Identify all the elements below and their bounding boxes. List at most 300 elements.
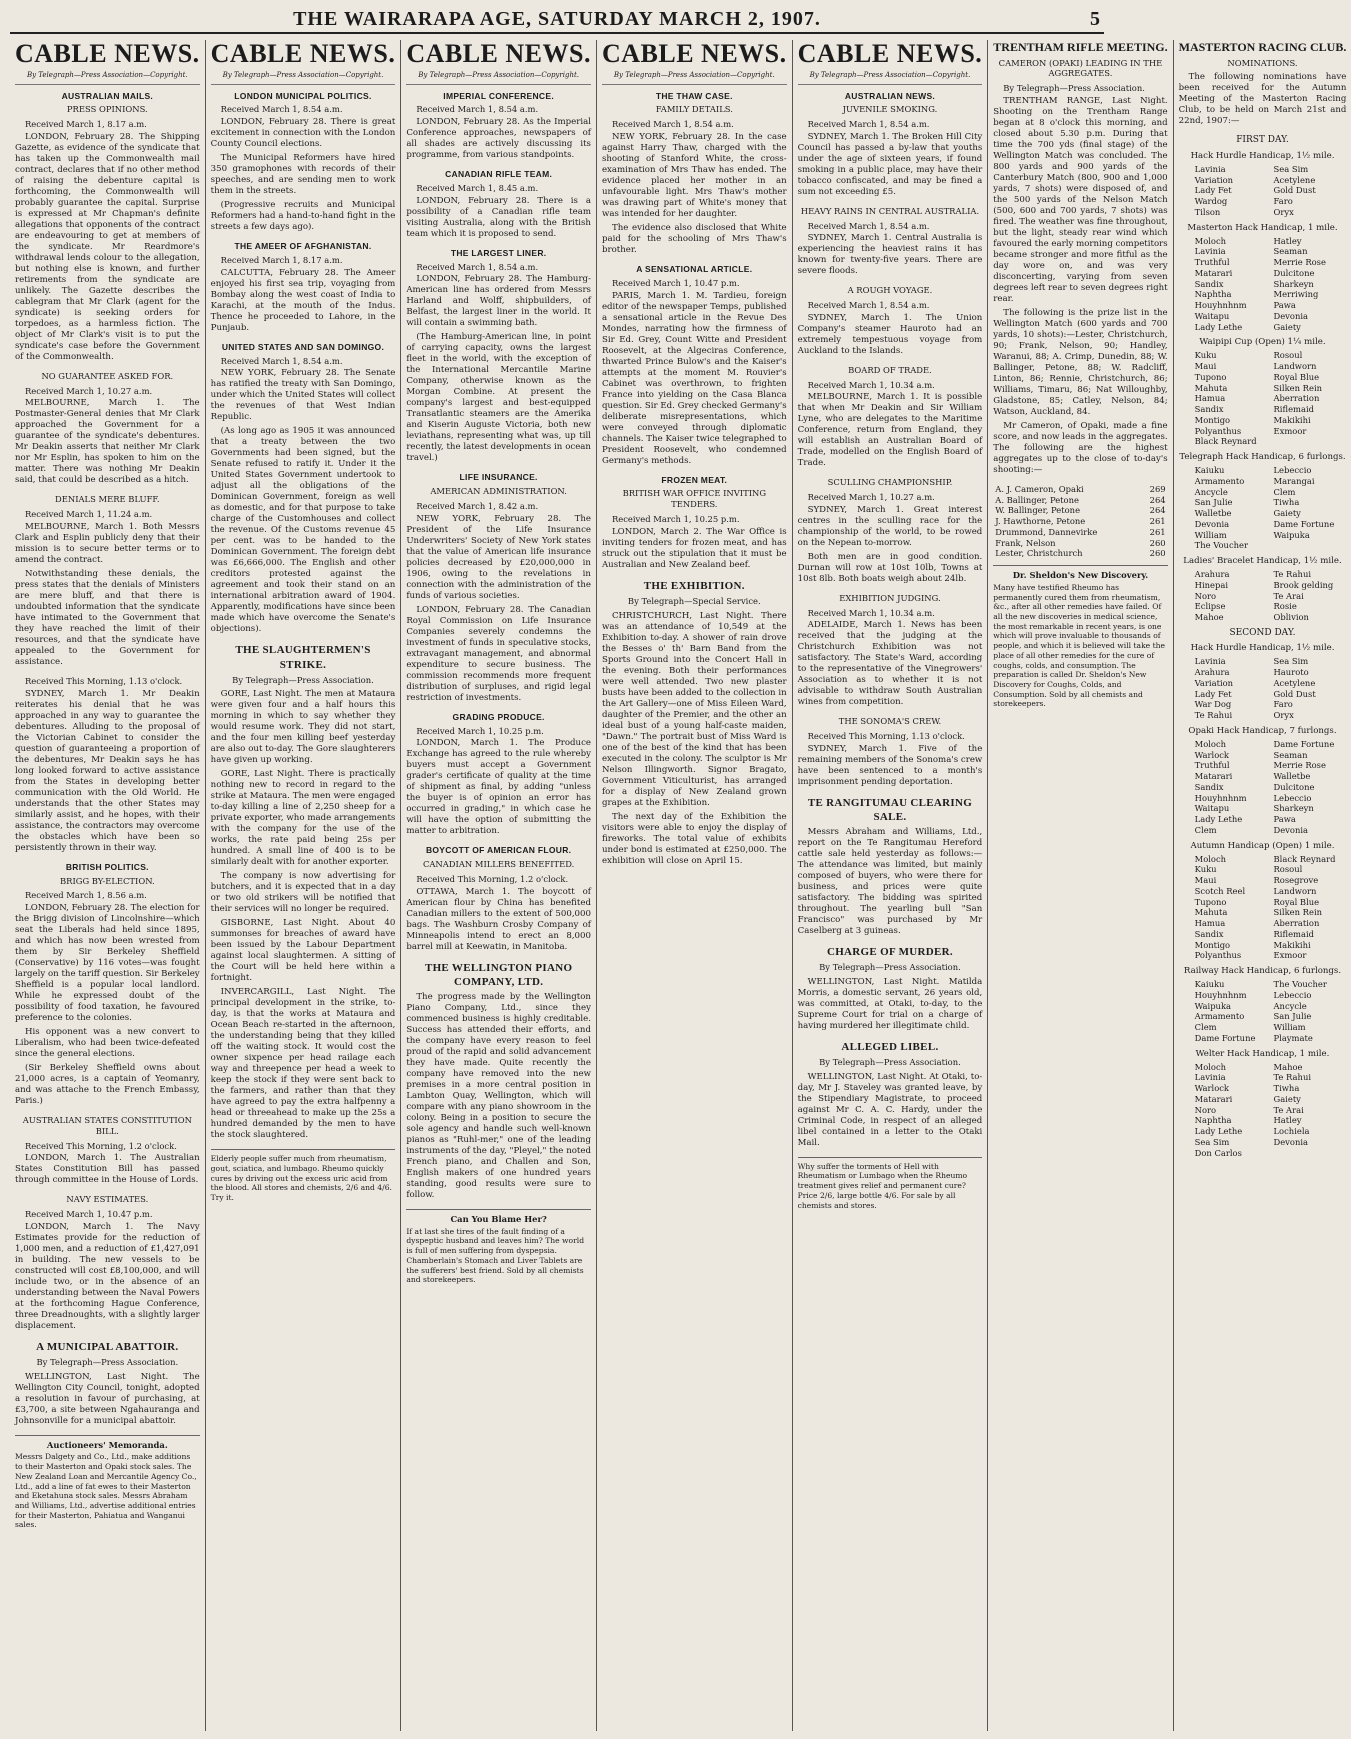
runner-name: Playmate	[1273, 1032, 1313, 1043]
story-paragraph: Mr Cameron, of Opaki, made a fine score, and now leads in the aggregates. The following are the highest aggregates up to the close of to-day's shooting:—	[993, 420, 1168, 475]
received-time: Received This Morning, 1.2 o'clock.	[25, 1140, 177, 1151]
runner-name: Tilson	[1194, 206, 1221, 217]
runner-name: Variation	[1194, 174, 1234, 185]
runner-name: Waitapu	[1194, 803, 1230, 814]
runner-name: Devonia	[1273, 310, 1309, 321]
shooter-score: 260	[1149, 537, 1166, 548]
story-paragraph: NEW YORK, February 28. In the case against Harry Thaw, charged with the shooting of Stanford White, the cross-examination of Mrs Thaw has ended. The evidence placed her mother in an unfavourable light. Mrs Thaw's mother was drawing part of White's money that was intended for her daughter.	[601, 131, 787, 219]
received-time: Received March 1, 8.54 a.m.	[416, 261, 539, 272]
runner-name: Seaman	[1273, 749, 1308, 760]
runner-name: Devonia	[1273, 824, 1309, 835]
received-time: Received March 1, 8.45 a.m.	[416, 183, 539, 194]
story-heading: IMPERIAL CONFERENCE.	[443, 90, 554, 101]
story-subheading: AMERICAN ADMINISTRATION.	[430, 486, 567, 497]
news-story	[15, 862, 200, 1107]
news-story	[602, 91, 787, 256]
story-heading: THE LARGEST LINER.	[450, 247, 547, 258]
story-paragraph: LONDON, March 1. The Produce Exchange has agreed to the rule whereby buyers must accept a Government grader's certificate of quality at the time of shipment as final, by adding "unless the buyer is of opinion an error has occurred in grading," in which case he will have the option of submitting the matter to arbitration.	[406, 738, 591, 837]
runner-name: Gold Dust	[1273, 688, 1316, 699]
runner-name: Sea Sim	[1273, 656, 1309, 667]
race-day-label: SECOND DAY.	[1229, 627, 1296, 638]
received-time: Received March 1, 10.25 p.m.	[611, 513, 740, 524]
race-entry	[1179, 726, 1347, 836]
runner-name: Exmoor	[1273, 425, 1307, 436]
shooter-score: 269	[1149, 483, 1166, 494]
race-title: Hack Hurdle Handicap, 1½ mile.	[1190, 150, 1335, 161]
runner-name: Lady Lethe	[1194, 1126, 1243, 1137]
story-paragraph: NEW YORK, February 28. The Senate has ratified the treaty with San Domingo, under which the United States will collect the revenues of that West Indian Republic.	[210, 368, 396, 423]
runner-name: Lavinia	[1194, 1072, 1226, 1083]
story-subheading: BRIGG BY-ELECTION.	[59, 875, 155, 886]
runner-name: Clem	[1273, 486, 1296, 497]
received-time: Received March 1, 10.25 p.m.	[416, 725, 544, 736]
story-paragraph: OTTAWA, March 1. The boycott of American flour by China has benefited Canadian millers to the extent of 500,000 bags. The Washburn Crosby Company of Minneapolis intend to erect an 8,000 barrel mill at Keewatin, in Manitoba.	[406, 886, 591, 952]
story-paragraph: MELBOURNE, March 1. The Postmaster-General denies that Mr Clark approached the Government for a guarantee of the syndicate's debentures. Mr Deakin asserts that neither Mr Clark nor Mr Esplin, has spoken to him on the matter. There was nothing Mr Deakin said, that could be described as a hitch.	[15, 398, 200, 486]
runner-name: Merriwing	[1273, 289, 1319, 300]
ad-text: Elderly people suffer much from rheumatism, gout, sciatica, and lumbago. Rheumo quickly cures by driving out the excess uric acid from the blood. All stores and chemists, 2/6 and 4/6. Try it.	[210, 1154, 392, 1203]
runner-name: Royal Blue	[1273, 371, 1320, 382]
runner-name: Merrie Rose	[1273, 257, 1326, 268]
race-entry	[1179, 1049, 1347, 1159]
story-heading: BRITISH POLITICS.	[65, 861, 149, 872]
story-paragraph: LONDON, February 28. The Shipping Gazette, as evidence of the syndicate that has taken up the Commonwealth mail contract, declares that if no other method of raising the debenture capital is forthcoming, the Commonwealth will probably guarantee the capital. Surprise is expressed at Mr Chapman's definite allegations that opponents of the contract are endeavouring to get at members of the syndicate. Mr Reardmore's withdrawal lends colour to the allegation, but nothing else is known, and further retirements from the syndicate are unlikely. The Gazette describes the cablegram that Mr Clark (agent for the syndicate) is seeking orders for torpedoes, as a harmless fiction. The object of Mr Clark's visit is to put the syndicate's case before the Government of the Commonwealth.	[15, 131, 200, 362]
runner-name: Rosoul	[1273, 864, 1303, 875]
runner-name: Riflemaid	[1273, 404, 1315, 415]
runner-name: Dulcitone	[1273, 267, 1315, 278]
race-title: Telegraph Hack Handicap, 6 furlongs.	[1179, 452, 1346, 463]
story-subheading: JUVENILE SMOKING.	[842, 104, 938, 115]
received-time: Received March 1, 8.42 a.m.	[416, 501, 539, 512]
runner-name: Black Reynard	[1273, 853, 1336, 864]
column-1	[10, 40, 206, 1731]
shooter-name: Frank, Nelson	[995, 537, 1056, 548]
story-paragraph: SYDNEY, March 1. Great interest centres in the sculling race for the championship of the world, to be rowed on the Nepean to-morrow.	[797, 504, 983, 548]
runner-name: The Voucher	[1273, 979, 1327, 990]
runner-name: Variation	[1194, 677, 1234, 688]
runner-name: Te Rahui	[1273, 1072, 1312, 1083]
story-paragraph: ADELAIDE, March 1. News has been received that the judging at the Christchurch Exhibition was not satisfactory. The State's Ward, according to the representative of the Vinegrowers' Association as to whether it is not advisable to withdraw South Australian wines from competition.	[797, 620, 983, 708]
story-paragraph: LONDON, February 28. The Hamburg-American line has ordered from Messrs Harland and Wolff, shipbuilders, of Belfast, the largest liner in the world. It will contain a swimming bath.	[406, 274, 591, 329]
story-paragraph: The next day of the Exhibition the visitors were able to enjoy the display of fireworks. The total value of exhibits under bond is estimated at £250,000. The exhibition will close on April 15.	[601, 811, 787, 866]
runner-name: Hauroto	[1273, 667, 1309, 678]
table-row	[993, 538, 1167, 549]
race-entry	[1179, 223, 1347, 333]
runner-name: Landworn	[1273, 361, 1317, 372]
runner-name: Matarari	[1194, 267, 1233, 278]
news-story	[406, 961, 591, 1201]
runner-name: Moloch	[1194, 1061, 1227, 1072]
story-paragraph: SYDNEY, March 1. The Broken Hill City Council has passed a by-law that youths under the age of sixteen years, if found smoking in a public place, may have their tobacco confiscated, and may be fined a sum not exceeding £5.	[797, 131, 983, 197]
received-time: Received March 1, 10.27 a.m.	[25, 385, 153, 396]
runner-name: Armamento	[1194, 475, 1245, 486]
news-story	[1179, 58, 1347, 128]
runner-name: Lebeccio	[1273, 465, 1312, 476]
runner-name: Te Rahui	[1194, 710, 1233, 721]
story-paragraph: CALCUTTA, February 28. The Ameer enjoyed his first sea trip, voyaging from Bombay along the west coast of India to Karachi, at the mouth of the Indus. Thence he proceeded to Lahore, in the Punjaub.	[210, 267, 396, 333]
story-heading: THE EXHIBITION.	[643, 579, 745, 592]
story-heading: BOYCOTT OF AMERICAN FLOUR.	[425, 845, 572, 856]
masthead	[10, 8, 1104, 34]
byline: By Telegraph—Press Association—Copyright.	[211, 69, 396, 85]
received-time: Received March 1, 8.54 a.m.	[220, 355, 343, 366]
news-story	[406, 248, 591, 465]
story-heading: CHARGE OF MURDER.	[826, 946, 953, 959]
shooter-score: 261	[1149, 526, 1166, 537]
column-5	[793, 40, 989, 1731]
runner-list	[1179, 979, 1347, 1044]
race-entry	[1179, 841, 1347, 962]
received-time: Received March 1, 10.34 a.m.	[807, 607, 935, 618]
runner-name: Armamento	[1194, 1011, 1245, 1022]
story-heading: GRADING PRODUCE.	[452, 711, 545, 722]
runner-name: Black Reynard	[1194, 436, 1257, 447]
runner-name: Lavinia	[1194, 656, 1226, 667]
story-paragraph: LONDON, March 1. The Australian States Constitution Bill has passed through committee in the House of Lords.	[15, 1153, 200, 1186]
runner-name: Sea Sim	[1194, 1136, 1230, 1147]
runner-name: Waitapu	[1194, 310, 1230, 321]
runner-list	[1179, 854, 1347, 962]
column-heading: MASTERTON RACING CLUB.	[1178, 40, 1347, 54]
runner-name: Silken Rein	[1273, 907, 1323, 918]
runner-name: Silken Rein	[1273, 382, 1323, 393]
story-subheading: NOMINATIONS.	[1227, 57, 1298, 68]
runner-name: Warlock	[1194, 1083, 1230, 1094]
race-title: Waipipi Cup (Open) 1¼ mile.	[1199, 337, 1326, 348]
story-subheading: NAVY ESTIMATES.	[66, 1194, 149, 1205]
runner-name: Clem	[1194, 1022, 1217, 1033]
runner-name: Lady Lethe	[1194, 321, 1243, 332]
runner-name: Sandix	[1194, 781, 1224, 792]
story-subheading: By Telegraph—Special Service.	[627, 595, 761, 606]
story-subheading: PRESS OPINIONS.	[66, 104, 148, 115]
news-story	[602, 475, 787, 571]
runner-name: Tupono	[1194, 371, 1227, 382]
runner-name: San Julie	[1194, 497, 1233, 508]
runner-name: Kaiuku	[1194, 465, 1225, 476]
received-time: Received March 1, 10.27 a.m.	[807, 492, 935, 503]
shooter-name: Drummond, Dannevirke	[995, 526, 1098, 537]
runner-name: Marangai	[1273, 475, 1315, 486]
story-subheading: A ROUGH VOYAGE.	[847, 285, 933, 296]
story-paragraph: Both men are in good condition. Durnan will row at 10st 10lb, Towns at 10st 8lb. Both boats weigh about 24lb.	[797, 551, 983, 584]
story-paragraph: LONDON, March 1. The Navy Estimates provide for the reduction of 1,000 men, and a reduction of £1,427,091 in building. The new vessels to be constructed will cost £8,100,000, and will include two, or in the absence of an understanding between the Naval Powers at the forthcoming Hague Conference, three Dreadnoughts, with a slightly larger displacement.	[15, 1221, 200, 1331]
story-paragraph: SYDNEY, March 1. Five of the remaining members of the Sonoma's crew have been sentenced to a month's imprisonment pending deportation.	[797, 743, 983, 787]
runner-name: Hamua	[1194, 918, 1226, 929]
table-row	[993, 516, 1167, 527]
runner-list	[1179, 739, 1347, 836]
runner-name: Don Carlos	[1194, 1147, 1242, 1158]
byline: By Telegraph—Press Association—Copyright.	[798, 69, 983, 85]
story-paragraph: WELLINGTON, Last Night. At Otaki, to-day, Mr J. Staveley was granted leave, by the Stipendiary Magistrate, to proceed against Mr C. A. C. Hardy, under the Criminal Code, in respect of an alleged libel contained in a letter to the Otaki Mail.	[797, 1071, 983, 1148]
advertisement	[211, 1149, 396, 1203]
runner-name: Lebeccio	[1273, 792, 1312, 803]
runner-name: Hatley	[1273, 1115, 1302, 1126]
advertisement	[15, 1435, 200, 1531]
story-subheading: SCULLING CHAMPIONSHIP.	[827, 477, 953, 488]
runner-name: Noro	[1194, 1104, 1217, 1115]
story-paragraph: The company is now advertising for butchers, and it is expected that in a day or two old strikers will be notified that their services will no longer be required.	[210, 871, 396, 915]
shooter-score: 260	[1149, 548, 1166, 559]
byline: By Telegraph—Press Association—Copyright.	[602, 69, 787, 85]
runner-name: Montigo	[1194, 939, 1231, 950]
runner-list	[1179, 1062, 1347, 1159]
race-title: Opaki Hack Handicap, 7 furlongs.	[1188, 725, 1337, 736]
story-subheading: CAMERON (OPAKI) LEADING IN THE AGGREGATES.	[998, 57, 1163, 79]
story-paragraph: (Progressive recruits and Municipal Reformers had a hand-to-hand fight in the streets a few days ago).	[210, 200, 396, 233]
received-time: Received March 1, 8.54 a.m.	[416, 104, 539, 115]
runner-name: Lady Fet	[1194, 688, 1232, 699]
story-subheading: DENIALS MERE BLUFF.	[55, 494, 160, 505]
story-paragraph: Notwithstanding these denials, the press states that the denials of Ministers are mere bluff, and that there is undoubted information that the syndicate have intimated to the Government that they have reached the limit of their resources, and that the syndicate have appealed to the Government for assistance.	[15, 568, 200, 667]
received-time: Received March 1, 10.47 p.m.	[25, 1209, 153, 1220]
runner-name: Arahura	[1194, 569, 1230, 580]
story-paragraph: CHRISTCHURCH, Last Night. There was an attendance of 10,549 at the Exhibition to-day. A shower of rain drove the Besses o' th' Barn Band from the Sports Ground into the Concert Hall in the evening. Both their performances were well attended. Two new plaster busts have been added to the collection in the Art Gallery—one of Miss Eileen Ward, daughter of the Premier, and the other an ideal bust of a young half-caste maiden, "Dawn." The portrait bust of Miss Ward is one of the best of the kind that has been executed in the colony. The sculptor is Mr Nelson Illingworth. Signor Bragato, Government Viticulturist, has arranged for a display of New Zealand grown grapes at the Exhibition.	[601, 610, 787, 808]
runner-name: Polyanthus	[1194, 425, 1242, 436]
news-story	[15, 91, 200, 363]
runner-name: Naphtha	[1194, 289, 1232, 300]
runner-name: Riflemaid	[1273, 928, 1315, 939]
runner-name: Rosegrove	[1273, 875, 1319, 886]
received-time: Received March 1, 8.54 a.m.	[807, 300, 930, 311]
runner-list	[1179, 569, 1347, 623]
runner-name: Tiwha	[1273, 1083, 1300, 1094]
story-heading: A SENSATIONAL ARTICLE.	[636, 263, 753, 274]
runner-name: Hamua	[1194, 393, 1226, 404]
runner-name: Houyhnhnm	[1194, 300, 1247, 311]
story-paragraph: SYDNEY, March 1. The Union Company's steamer Hauroto had an extremely tempestuous voyage from Auckland to the Islands.	[797, 312, 983, 356]
shooter-name: Lester, Christchurch	[995, 548, 1083, 559]
runner-name: Makikihi	[1273, 939, 1311, 950]
runner-name: Sharkeyn	[1273, 278, 1314, 289]
news-story	[211, 342, 396, 636]
runner-name: Waipuka	[1194, 1000, 1232, 1011]
runner-name: Aberration	[1273, 918, 1320, 929]
runner-name: Landworn	[1273, 885, 1317, 896]
runner-name: Noro	[1194, 590, 1217, 601]
story-heading: AUSTRALIAN MAILS.	[61, 90, 154, 101]
race-title: Hack Hurdle Handicap, 1½ mile.	[1190, 643, 1335, 654]
runner-name: San Julie	[1273, 1011, 1312, 1022]
received-time: Received March 1, 11.24 a.m.	[25, 509, 153, 520]
story-paragraph: GISBORNE, Last Night. About 40 summonses for breaches of award have been issued by the Labour Department against local slaughtermen. A sitting of the Court will be held here within a fortnight.	[210, 918, 396, 984]
received-time: Received March 1, 8.54 a.m.	[611, 119, 734, 130]
runner-name: Makikihi	[1273, 414, 1311, 425]
received-time: Received March 1, 8.17 a.m.	[25, 119, 147, 130]
advertisement	[993, 565, 1167, 709]
story-paragraph: SYDNEY, March 1. Central Australia is experiencing the heaviest rains it has known for twenty-five years. There are severe floods.	[797, 233, 983, 277]
runner-name: Matarari	[1194, 771, 1233, 782]
runner-name: Faro	[1273, 196, 1293, 207]
runner-name: Sandix	[1194, 404, 1224, 415]
runner-name: Dame Fortune	[1273, 518, 1335, 529]
advertisement	[798, 1157, 983, 1211]
received-time: Received March 1, 8.54 a.m.	[220, 104, 343, 115]
story-subheading: EXHIBITION JUDGING.	[839, 592, 941, 603]
runner-name: Hatley	[1273, 235, 1302, 246]
story-heading: AUSTRALIAN NEWS.	[844, 90, 936, 101]
runner-name: Oblivion	[1273, 612, 1309, 623]
story-paragraph: The following is the prize list in the Wellington Match (600 yards and 700 yards, 10 shots):—Lester, Christchurch, 90; Frank, Nelson, 90; Handley, Waranui, 88; A. Crimp, Dunedin, 88; W. Ballinger, Petone, 88; W. Radcliff, Linton, 86; Rennie, Christchurch, 86; Williams, Timaru, 86; Nat Willoughby, Gladstone, 85; Catley, Nelson, 84; Watson, Auckland, 84.	[993, 307, 1168, 417]
runner-name: Houyhnhnm	[1194, 792, 1247, 803]
runner-name: The Voucher	[1194, 540, 1248, 551]
news-story	[602, 579, 787, 867]
news-story	[798, 91, 983, 198]
runner-name: Lady Fet	[1194, 185, 1232, 196]
ad-text: Messrs Dalgety and Co., Ltd., make additions to their Masterton and Opaki stock sales. The New Zealand Loan and Mercantile Agency Co., Ltd., add a line of fat ewes to their Masterton and Eketahuna stock sales. Messrs Abraham and Williams, Ltd., advertise additional entries for their Masterton, Pahiatua and Wanganui sales.	[15, 1452, 197, 1530]
story-heading: A MUNICIPAL ABATTOIR.	[36, 1340, 179, 1353]
ad-heading: Can You Blame Her?	[450, 1213, 547, 1224]
runner-name: Royal Blue	[1273, 896, 1320, 907]
runner-name: Devonia	[1194, 518, 1230, 529]
runner-name: Aberration	[1273, 393, 1320, 404]
news-story	[798, 796, 983, 937]
received-time: Received March 1, 8.17 a.m.	[220, 255, 343, 266]
runner-list	[1179, 164, 1347, 218]
runner-name: Maui	[1194, 361, 1217, 372]
story-heading: THE SLAUGHTERMEN'S STRIKE.	[235, 644, 371, 671]
news-story	[15, 494, 200, 668]
story-heading: LONDON MUNICIPAL POLITICS.	[234, 90, 372, 101]
ad-text: If at last she tires of the fault finding of a dyspeptic husband and leaves him? The world is full of men suffering from dyspepsia. Chamberlain's Stomach and Liver Tablets are the sufferers' best friend. Sold by all chemists and storekeepers.	[406, 1226, 585, 1285]
story-heading: FROZEN MEAT.	[661, 474, 728, 485]
race-entry	[1179, 337, 1347, 447]
runner-name: Lavinia	[1194, 163, 1226, 174]
runner-name: Oryx	[1273, 206, 1294, 217]
runner-name: Moloch	[1194, 235, 1227, 246]
runner-name: Lavinia	[1194, 246, 1226, 257]
story-paragraph: NEW YORK, February 28. The President of the Life Insurance Underwriters' Society of New York states that the value of American life insurance policies decreased by £20,000,000 in 1906, owing to the revelations in connection with the administration of the funds of various societies.	[406, 513, 591, 601]
race-day-label: FIRST DAY.	[1236, 135, 1289, 146]
news-story	[15, 1194, 200, 1332]
shooter-name: A. Ballinger, Petone	[995, 494, 1079, 505]
story-heading: CANADIAN RIFLE TEAM.	[445, 169, 553, 180]
runner-name: Dame Fortune	[1194, 1032, 1256, 1043]
news-story	[406, 712, 591, 838]
received-time: Received March 1, 8.56 a.m.	[25, 890, 147, 901]
runner-list	[1179, 236, 1347, 333]
runner-name: Truthful	[1194, 257, 1230, 268]
news-story	[15, 371, 200, 487]
runner-list	[1179, 465, 1347, 551]
news-story	[798, 716, 983, 788]
runner-name: Sharkeyn	[1273, 803, 1314, 814]
runner-name: Lady Lethe	[1194, 814, 1243, 825]
story-paragraph: PARIS, March 1. M. Tardieu, foreign editor of the newspaper Temps, published a sensational article in the Revue Des Mondes, narrating how the firmness of Sir Ed. Grey, Count Witte and President Roosevelt, at the Algeciras Conference, thwarted Prince Bulow's and the Kaiser's attempts at the moment M. Rouvier's Cabinet was overthrown, to frighten France into yielding on the Casa Blanca question. Sir Ed. Grey checked Germany's deliberate misrepresentations, which were conveyed through diplomatic channels. The Kaiser twice telegraphed to President Roosevelt, who condemned Germany's methods.	[601, 290, 787, 466]
runner-name: Lochiela	[1273, 1126, 1310, 1137]
page-number: 5	[1090, 8, 1100, 30]
news-story	[798, 206, 983, 278]
story-paragraph: MELBOURNE, March 1. Both Messrs Clark and Esplin publicly deny that their mission is to secure better terms or to amend the contract.	[15, 521, 200, 565]
byline: By Telegraph—Press Association—Copyright.	[406, 69, 591, 85]
shooter-score: 264	[1149, 494, 1166, 505]
news-story	[406, 169, 591, 240]
runner-name: Scotch Reel	[1194, 885, 1246, 896]
runner-name: Walletbe	[1273, 771, 1311, 782]
runner-name: Warlock	[1194, 749, 1230, 760]
runner-name: Kuku	[1194, 350, 1217, 361]
runner-name: Rosoul	[1273, 350, 1303, 361]
runner-name: Arahura	[1194, 667, 1230, 678]
runner-name: Exmoor	[1273, 950, 1307, 961]
received-time: Received March 1, 10.34 a.m.	[807, 379, 935, 390]
runner-name: Ancycle	[1194, 486, 1228, 497]
table-row	[993, 548, 1167, 559]
runner-name: Merrie Rose	[1273, 760, 1326, 771]
runner-name: William	[1273, 1022, 1306, 1033]
race-title: Ladies' Bracelet Handicap, 1½ mile.	[1183, 556, 1342, 567]
story-paragraph: (As long ago as 1905 it was announced that a treaty between the two Governments had been signed, but the Senate refused to ratify it. Under it the United States Government undertook to adjust all the obligations of the Dominican Government, foreign as well as domestic, and for that purpose to take charge of the Customhouses and collect the revenue. Of the Customs revenue 45 per cent. was to be handed to the Dominican Government. The foreign debt was £6,666,000. The English and other creditors protested against the agreement and took their stand on an international arbitration award of 1904. Apparently, modifications have since been made which have overcome the Senate's objections).	[210, 426, 396, 635]
newspaper-title: THE WAIRARAPA AGE, SATURDAY MARCH 2, 1907.	[293, 8, 821, 30]
runner-name: Gaiety	[1273, 508, 1301, 519]
runner-name: Wardog	[1194, 196, 1228, 207]
runner-name: Hinepai	[1194, 579, 1229, 590]
column-4	[597, 40, 793, 1731]
story-subheading: NO GUARANTEE ASKED FOR.	[41, 370, 174, 381]
shooter-score: 264	[1149, 505, 1166, 516]
runner-list	[1179, 656, 1347, 721]
story-heading: LIFE INSURANCE.	[459, 472, 538, 483]
runner-name: Polyanthus	[1194, 950, 1242, 961]
received-time: Received This Morning, 1.13 o'clock.	[25, 675, 183, 686]
story-paragraph: WELLINGTON, Last Night. Matilda Morris, a domestic servant, 26 years old, was committed, at Otaki, to-day, to the Supreme Court for trial on a charge of having murdered her illegitimate child.	[797, 976, 983, 1031]
runner-name: Lebeccio	[1273, 989, 1312, 1000]
runner-name: Pawa	[1273, 814, 1296, 825]
shooter-name: W. Ballinger, Petone	[995, 505, 1081, 516]
shooter-name: A. J. Cameron, Opaki	[995, 483, 1084, 494]
runner-name: Mahuta	[1194, 907, 1228, 918]
received-time: Received March 1, 8.54 a.m.	[807, 119, 930, 130]
runner-name: Brook gelding	[1273, 579, 1334, 590]
received-time: Received March 1, 8.54 a.m.	[807, 220, 930, 231]
news-story	[15, 676, 200, 854]
story-paragraph: LONDON, February 28. As the Imperial Conference approaches, newspapers of all shades are actively discussing its programme, from various standpoints.	[406, 117, 591, 161]
runner-name: Rosie	[1273, 601, 1297, 612]
column-heading: TRENTHAM RIFLE MEETING.	[993, 40, 1168, 54]
story-heading: THE AMEER OF AFGHANISTAN.	[234, 241, 372, 252]
received-time: By Telegraph—Press Association.	[1003, 83, 1145, 94]
race-title: Railway Hack Handicap, 6 furlongs.	[1183, 966, 1342, 977]
runner-name: Sea Sim	[1273, 163, 1309, 174]
runner-name: Tupono	[1194, 896, 1227, 907]
story-subheading: By Telegraph—Press Association.	[36, 1356, 179, 1367]
runner-name: Faro	[1273, 699, 1293, 710]
received-time: Received This Morning, 1.2 o'clock.	[416, 874, 569, 885]
runner-name: War Dog	[1194, 699, 1232, 710]
race-title: Welter Hack Handicap, 1 mile.	[1195, 1048, 1330, 1059]
story-subheading: FAMILY DETAILS.	[655, 104, 733, 115]
story-heading: TE RANGITUMAU CLEARING SALE.	[807, 796, 973, 823]
story-paragraph: GORE, Last Night. There is practically nothing new to record in regard to the strike at Mataura. The men were engaged to-day killing a line of 2,250 sheep for a private exporter, who made arrangements with the company for the use of the works, the rate paid being 25s per hundred. A small line of 400 is to be similarly dealt with for another exporter.	[210, 769, 396, 868]
column-6	[988, 40, 1173, 1731]
news-story	[602, 264, 787, 467]
runner-name: Acetylene	[1273, 174, 1316, 185]
story-subheading: By Telegraph—Press Association.	[819, 1056, 961, 1067]
story-subheading: THE SONOMA'S CREW.	[838, 716, 942, 727]
story-heading: THE THAW CASE.	[655, 90, 733, 101]
race-entry	[1179, 151, 1347, 218]
ad-text: Why suffer the torments of Hell with Rheumatism or Lumbago when the Rheumo treatment gives relief and permanent cure? Price 2/6, large bottle 4/6. For sale by all chemists and stores.	[797, 1161, 968, 1210]
runner-name: Clem	[1194, 824, 1217, 835]
story-paragraph: LONDON, February 28. There is a possibility of a Canadian rifle team visiting Australia, along with the British team which it is proposed to send.	[406, 195, 591, 239]
table-row	[993, 495, 1167, 506]
runner-name: Dulcitone	[1273, 781, 1315, 792]
runner-name: Matarari	[1194, 1093, 1233, 1104]
news-story	[798, 945, 983, 1032]
news-story	[798, 285, 983, 357]
news-story	[406, 845, 591, 952]
story-subheading: By Telegraph—Press Association.	[819, 962, 961, 973]
story-paragraph: GORE, Last Night. The men at Mataura were given four and a half hours this morning in which to say whether they would resume work. They did not start, and the four men killing beef yesterday are also out to-day. The Gore slaughterers have given up working.	[210, 689, 396, 766]
